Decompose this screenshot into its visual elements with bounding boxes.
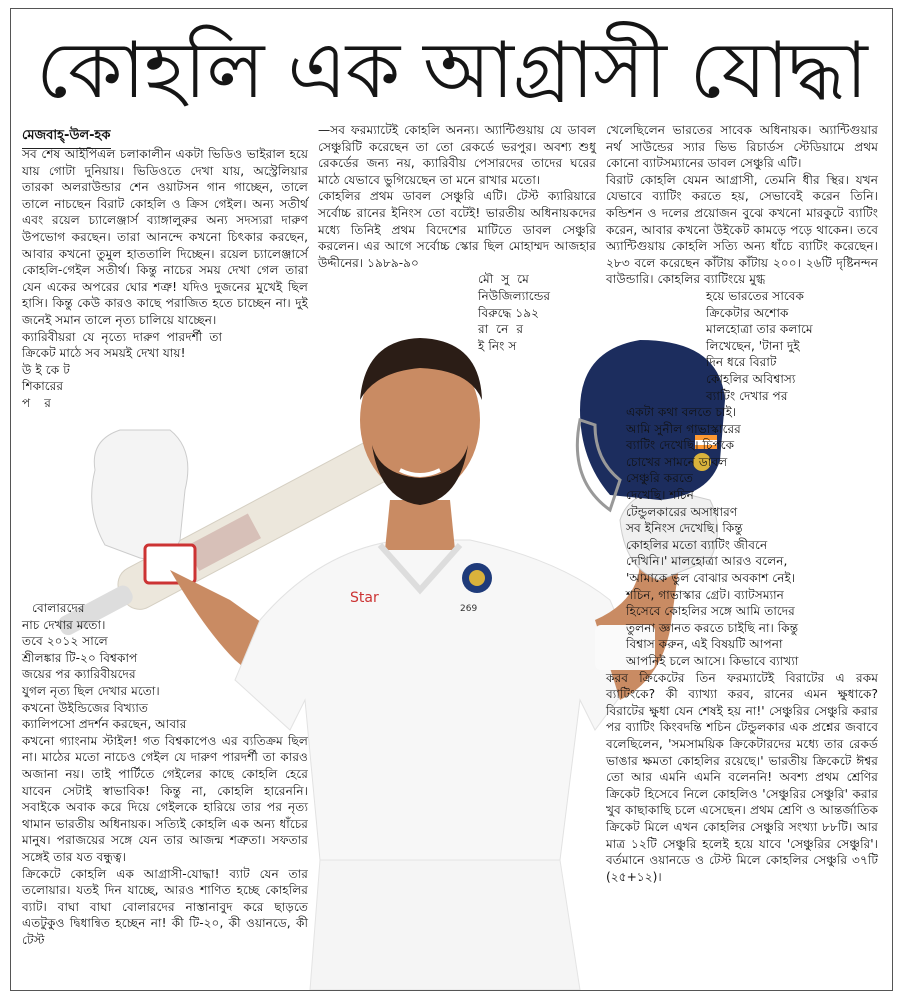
- headline: কোহলি এক আগ্রাসী যোদ্ধা: [36, 26, 867, 116]
- col2-paragraph-2: কোহলির প্রথম ডাবল সেঞ্চুরি এটি। টেস্ট ক্যারিয়ারে সর্বোচ্চ রানের ইনিংস তো বটেই! ভারতীয় অধিনায়কদের মধ্যে তিনিই প্রথম বিদেশের মাটিতে ডাবল সেঞ্চুরি করলেন। এর আগে সর্বোচ্চ স্কোর ছিল মোহাম্মদ আজহার উদ্দীনের। ১৯৮৯-৯০: [318, 189, 596, 270]
- column-3: [606, 122, 878, 885]
- col3-line-19: শচিন, গাভাস্কার গ্রেট। ব্যাটসম্যান: [626, 587, 784, 602]
- jersey-number: 269: [460, 604, 478, 614]
- col3-line-2: ক্রিকেটার অশোক: [706, 305, 789, 320]
- col1-word-2: শিকারের: [22, 379, 64, 394]
- col3-line-5: দিন ধরে বিরাট: [706, 355, 777, 370]
- col3-line-20: হিসেবে কোহলির সঙ্গে আমি তাদের: [626, 604, 795, 619]
- col3-line-21: তুলনা জ্ঞানত করতে চাইছি না। কিন্তু: [626, 620, 799, 635]
- col1-word-1: উইকেট: [22, 362, 74, 377]
- col3-paragraph-3: করব ক্রিকেটের তিন ফরম্যাটেই বিরাটের এ রকম ব্যাটিংকে? কী ব্যাখ্যা করব, রানের এমন ক্ষুধাকে? বিরাটের ক্ষুধা যেন শেষই হয় না!' সেঞ্চুরির সেঞ্চুরি করার পর ব্যাটিং কিংবদন্তি শচিন টেন্ডুলকার এক প্রশ্নের জবাবে বলেছিলেন, 'সমসাময়িক ক্রিকেটারদের মধ্যে তার রেকর্ড ভাঙার ক্ষমতা কোহলির রয়েছে।' ভারতীয় ক্রিকেটে ঈশ্বর তো আর এমনি এমনি বলেননি! অবশ্য প্রথম শ্রেণির ক্রিকেট হিসেবে নিলে কোহলিও 'সেঞ্চুরির সেঞ্চুরি' করার খুব কাছাকাছি চলে এসেছেন। প্রথম শ্রেণি ও আন্তর্জাতিক ক্রিকেট মিলে এখন কোহলির সেঞ্চুরি সংখ্যা ৮৮টি। আর মাত্র ১২টি সেঞ্চুরি হলেই হয়ে যাবে 'সেঞ্চুরির সেঞ্চুরি'। বর্তমানে ওয়ানডে ও টেস্ট মিলে কোহলির সেঞ্চুরি ৩৭টি (২৫+১২)।: [606, 670, 878, 884]
- col1-paragraph-3: কখনো গ্যাংনাম স্টাইল! গত বিশ্বকাপেও এর ব্যতিক্রম ছিল না। মাঠের মতো নাচেও গেইল যে দারুণ পারদর্শী তা কারও অজানা নয়। তাই পার্টিতে গেইলের কাছে কোহলি হেরে যাবেন সেটাই স্বাভাবিক! কিন্তু না, কোহলি হারেননি। সবাইকে অবাক করে দিয়ে গেইলকে হারিয়ে তার পর নৃত্য থামান ভারতীয় অধিনায়ক। সত্যিই কোহলি এক অন্য ধাঁচের মানুষ। পরাজয়ের সঙ্গে যেন তার আজন্ম শত্রুতা। সফতার সঙ্গেই তার যত বন্ধুত্ব।: [22, 733, 308, 864]
- col2-line-3: বিরুদ্ধে ১৯২: [478, 305, 540, 320]
- col3-line-6: কোহলির অবিশ্বাস্য: [706, 371, 796, 386]
- col3-line-18: 'আমাকে ভুল বোঝার অবকাশ নেই।: [626, 571, 796, 586]
- col3-line-12: সেঞ্চুরি করতে: [626, 471, 693, 486]
- col1-line-b7: কখনো উইন্ডিজের বিখ্যাত: [22, 700, 149, 715]
- col3-paragraph-2: বিরাট কোহলি যেমন আগ্রাসী, তেমনি ধীর স্থির। যখন যেভাবে ব্যাটিং করতে হয়, সেভাবেই করেন তিনি। কন্ডিশন ও দলের প্রয়োজন বুঝে কখনো মারকুটে ব্যাটিং করেন, আবার কখনো উইকেট কামড়ে পড়ে থাকেন। তবে অ্যান্টিগুয়ায় কোহলি সত্যি অন্য ধাঁচে ব্যাটিং করেছেন। ২৮৩ বলে করেছেন কাঁটায় কাঁটায় ২০০। ২৬টি দৃষ্টিনন্দন বাউন্ডারি। কোহলির ব্যাটিংয়ে মুগ্ধ: [606, 172, 878, 287]
- col1-line-b1: বোলারদের: [32, 601, 85, 615]
- col3-line-14: টেন্ডুলকারের অসাধারণ: [626, 504, 738, 519]
- col3-line-23: আপনিই চলে আসে। কিভাবে ব্যাখ্যা: [626, 654, 799, 668]
- col1-word-3: পর: [22, 395, 65, 410]
- col3-line-4: লিখেছেন, 'টানা দুই: [706, 338, 800, 353]
- col3-line-17: দেখিনি।' মালহোত্রা আরও বলেন,: [626, 554, 788, 569]
- col3-line-8: একটা কথা বলতে চাই।: [626, 405, 737, 420]
- col3-line-9: আমি সুনীল গাভাস্কারের: [626, 421, 741, 436]
- jersey-sponsor: Star: [350, 590, 379, 606]
- col3-line-13: দেখেছি। শচিন: [626, 488, 694, 503]
- col1-line-b8: ক্যালিপসো প্রদর্শন করছেন, আবার: [22, 717, 187, 732]
- col2-line-5: ইনিংস: [478, 338, 521, 353]
- col1-paragraph-2: ক্যারিবীয়রা যে নৃত্যে দারুণ পারদর্শী তা ক্রিকেট মাঠে সব সময়ই দেখা যায়!: [22, 329, 222, 361]
- col3-paragraph-1: খেলেছিলেন ভারতের সাবেক অধিনায়ক। অ্যান্টিগুয়ার নর্থ সাউন্ডের স্যার ভিভ রিচার্ডস স্টেডিয়ামে প্রথম কোনো ব্যাটসম্যানের ডাবল সেঞ্চুরি এটি।: [606, 123, 878, 171]
- col3-line-10: ব্যাটিং দেখেছি। চিপকে: [626, 438, 735, 453]
- col1-line-b4: শ্রীলঙ্কার টি-২০ বিশ্বকাপ: [22, 650, 138, 665]
- column-1-lower: [22, 600, 308, 948]
- byline: মেজবাহ্-উল-হক: [22, 126, 111, 149]
- col1-paragraph-1: সব শেষ আইপিএল চলাকালীন একটা ভিডিও ভাইরাল হয়ে যায় গোটা দুনিয়ায়। ভিডিওতে দেখা যায়, অস্ট্রেলিয়ার তারকা অলরাউন্ডার শেন ওয়াটসন গান গাচ্ছেন, তালে তালে নাচছেন বিরাট কোহলি ও ক্রিস গেইল। অন্য সতীর্থ এবং রয়েল চ্যালেঞ্জার্স ব্যাঙ্গালুরুর অন্য সদস্যরা দারুণ উপভোগ করছেন। তারা আনন্দে কখনো চিৎকার করছেন, আবার কখনো তুমুল হাততালি দিচ্ছেন। রয়েল চ্যালেঞ্জার্সে কোহলি-গেইল সতীর্থ। কিন্তু নাচের সময় দেখা গেল তারা যেন একের অপরের ঘোর শত্রু! যদিও দুজনের মুখেই ছিল হাসি। কিন্তু কেউ কারও কাছে পরাজিত হতে চাচ্ছেন না। দুই জনেই সমান তালে নৃত্য চালিয়ে যাচ্ছেন।: [22, 147, 308, 327]
- col2-line-2: নিউজিল্যান্ডের: [478, 288, 551, 303]
- col3-line-15: সব ইনিংস দেখেছি। কিন্তু: [626, 521, 743, 536]
- col2-paragraph-1: —সব ফরম্যাটেই কোহলি অনন্য। অ্যান্টিগুয়ায় যে ডাবল সেঞ্চুরিটি করেছেন তা তো রেকর্ডে ভরপুর। অবশ্য শুধু রেকর্ডের জন্য নয়, ক্যারিবীয় পেসারদের তাদের ঘরের মাঠে যেভাবে ভুগিয়েছেন তা মনে রাখার মতো।: [318, 123, 596, 187]
- col3-line-22: বিশ্বাস করুন, এই বিষয়টি আপনা: [626, 637, 783, 652]
- col1-line-b3: তবে ২০১২ সালে: [22, 634, 108, 649]
- col3-line-11: চোখের সামনে ডাবল: [626, 454, 728, 469]
- col3-line-1: হয়ে ভারতের সাবেক: [706, 288, 805, 303]
- col3-line-16: কোহলির মতো ব্যাটিং জীবনে: [626, 537, 768, 552]
- col1-line-b6: যুগল নৃত্য ছিল দেখার মতো।: [22, 683, 160, 698]
- column-1: [22, 146, 308, 412]
- column-2: [318, 122, 596, 354]
- col2-line-4: রানের: [478, 322, 532, 337]
- col1-line-b5: জয়ের পর ক্যারিবীয়দের: [22, 667, 136, 682]
- col1-line-b2: নাচ দেখার মতো।: [22, 617, 106, 632]
- col1-paragraph-4: ক্রিকেটে কোহলি এক আগ্রাসী-যোদ্ধা! ব্যাট যেন তার তলোয়ার। যতই দিন যাচ্ছে, আরও শাণিত হচ্ছে কোহলির ব্যাট। বাঘা বাঘা বোলারদের নাস্তানাবুদ করে ছাড়তে এতটুকুও দ্বিধান্বিত হচ্ছেন না! কী টি-২০, কী ওয়ানডে, কী টেস্ট: [22, 866, 308, 947]
- col2-line-1: মৌসুমে: [478, 272, 537, 287]
- col3-line-3: মালহোত্রা তার কলামে: [706, 322, 813, 337]
- col3-line-7: ব্যাটিং দেখার পর: [706, 388, 788, 403]
